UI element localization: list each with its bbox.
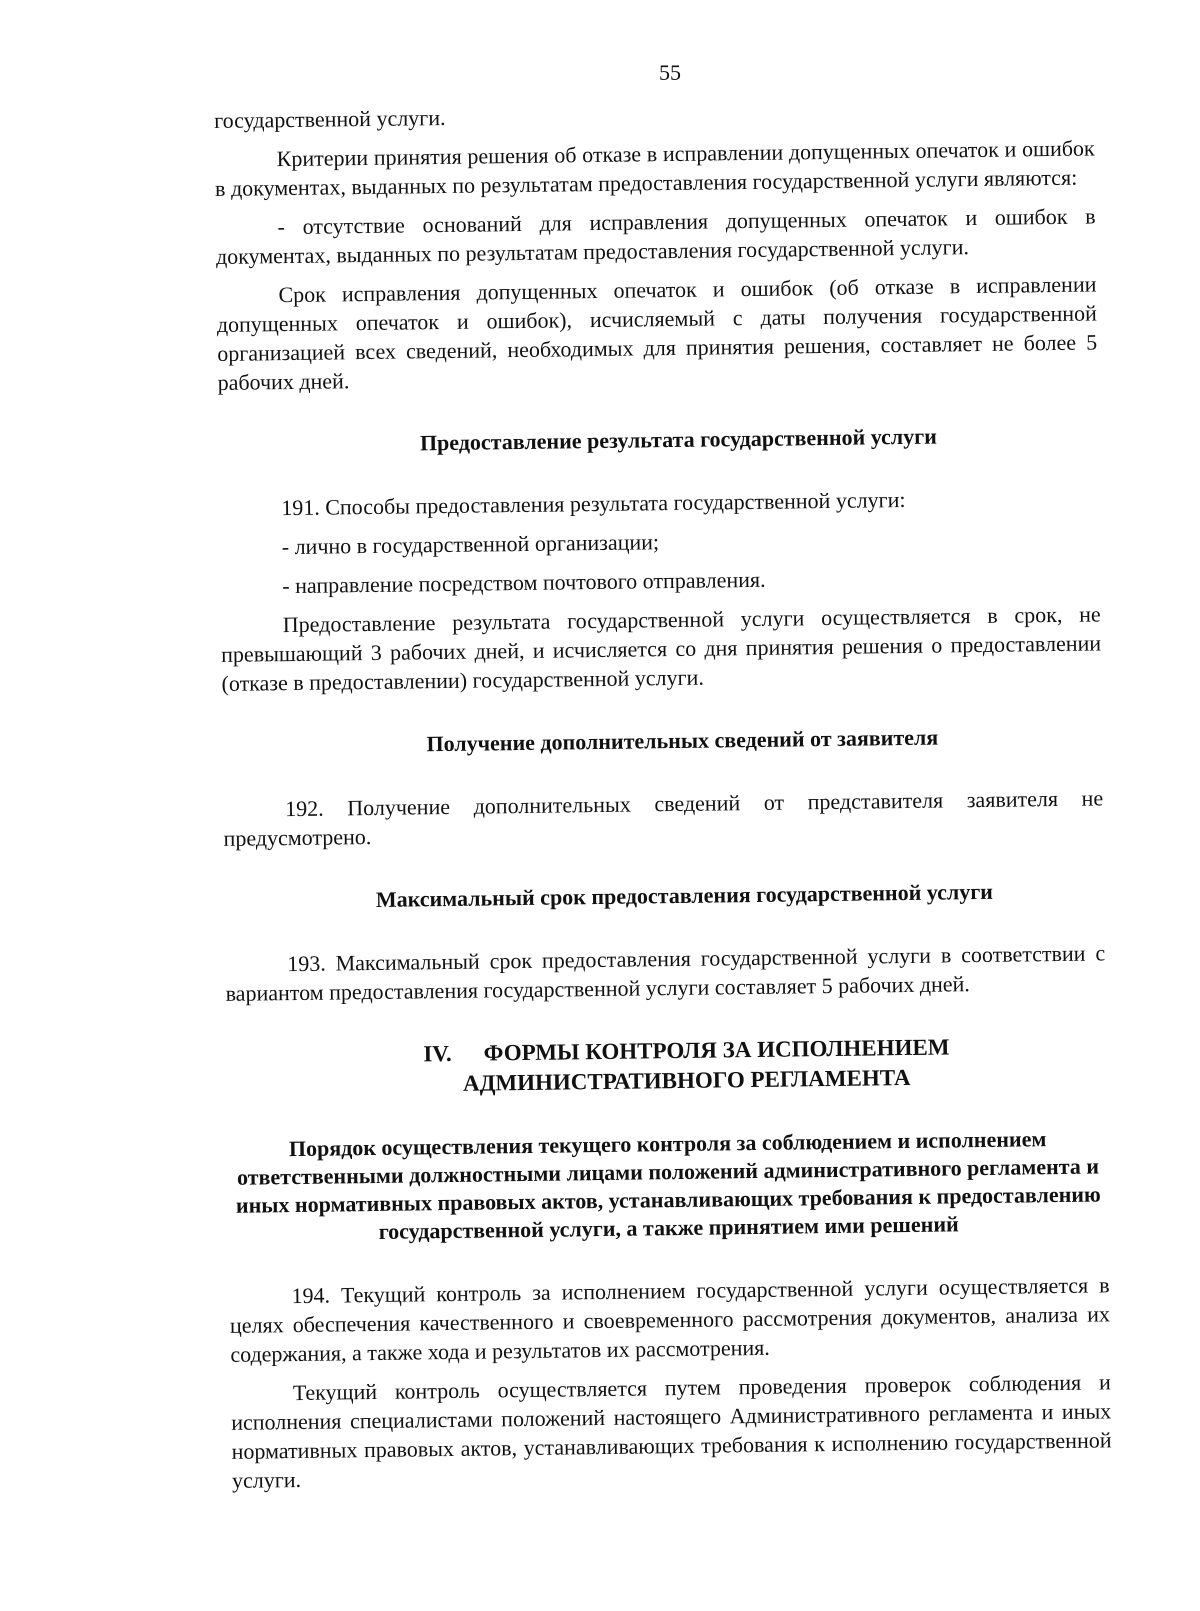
chapter-number: IV.	[423, 1040, 452, 1067]
paragraph-control-checks: Текущий контроль осуществляется путем проведения проверок соблюдения и исполнения специалистами положений настоящего Административного регламента и иных нормативных правовых актов, устанавливающих требования к исполнению государственной услуги.	[231, 1369, 1112, 1493]
item-192: 192. Получение дополнительных сведений от представителя заявителя не предусмотрено.	[223, 785, 1104, 851]
list-item-postal: - направление посредством почтового отправления.	[282, 566, 766, 599]
chapter-title-line1: ФОРМЫ КОНТРОЛЯ ЗА ИСПОЛНЕНИЕМ	[483, 1034, 950, 1066]
list-item-in-person: - лично в государственной организации;	[281, 529, 660, 560]
chapter-iv-heading	[226, 1030, 1107, 1102]
paragraph-result-term: Предоставление результата государственной услуги осуществляется в срок, не превышающий 3 рабочих дней, и исчисляется со дня принятия решения о предоставлении (отказе в предоставлении) государственной услуги.	[221, 601, 1102, 696]
paragraph-refusal-criteria: Критерии принятия решения об отказе в исправлении допущенных опечаток и ошибок в документах, выданных по результатам предоставления государственной услуги являются:	[214, 135, 1095, 201]
heading-max-term: Максимальный срок предоставления государственной услуги	[375, 878, 994, 912]
item-194: 194. Текущий контроль за исполнением государственной услуги осуществляется в целях обеспечения качественного и своевременного рассмотрения документов, анализа их содержания, а также хода и результатов их рассмотрения.	[229, 1272, 1111, 1367]
paragraph-no-grounds: - отсутствие оснований для исправления допущенных опечаток и ошибок в документах, выданных по результатам предоставления государственной услуги.	[215, 203, 1096, 269]
page-number: 55	[659, 60, 681, 85]
item-191: 191. Способы предоставления результата государственной услуги:	[281, 486, 906, 521]
paragraph-continuation: государственной услуги.	[214, 104, 446, 133]
item-193: 193. Максимальный срок предоставления государственной услуги в соответствии с вариантом предоставления государственной услуги составляет 5 рабочих дней.	[225, 940, 1106, 1006]
paragraph-correction-term: Срок исправления допущенных опечаток и ошибок (об отказе в исправлении допущенных опечаток и ошибок), исчисляемый с даты получения государственной организацией всех сведений, необходимых для принятия решения, составляет не более 5 рабочих дней.	[216, 271, 1098, 395]
document-body	[214, 94, 1112, 1494]
heading-result-provision: Предоставление результата государственной услуги	[419, 423, 937, 456]
heading-additional-info: Получение дополнительных сведений от заявителя	[426, 724, 939, 757]
chapter-title-line2: АДМИНИСТРАТИВНОГО РЕГЛАМЕНТА	[462, 1064, 911, 1096]
subheading-current-control: Порядок осуществления текущего контроля за соблюдением и исполнением ответственными должностными лицами положений административного регламента и иных нормативных правовых актов, устанавливающих требования к предоставлению государственной услуги, а также принятием ими решений	[235, 1126, 1101, 1244]
